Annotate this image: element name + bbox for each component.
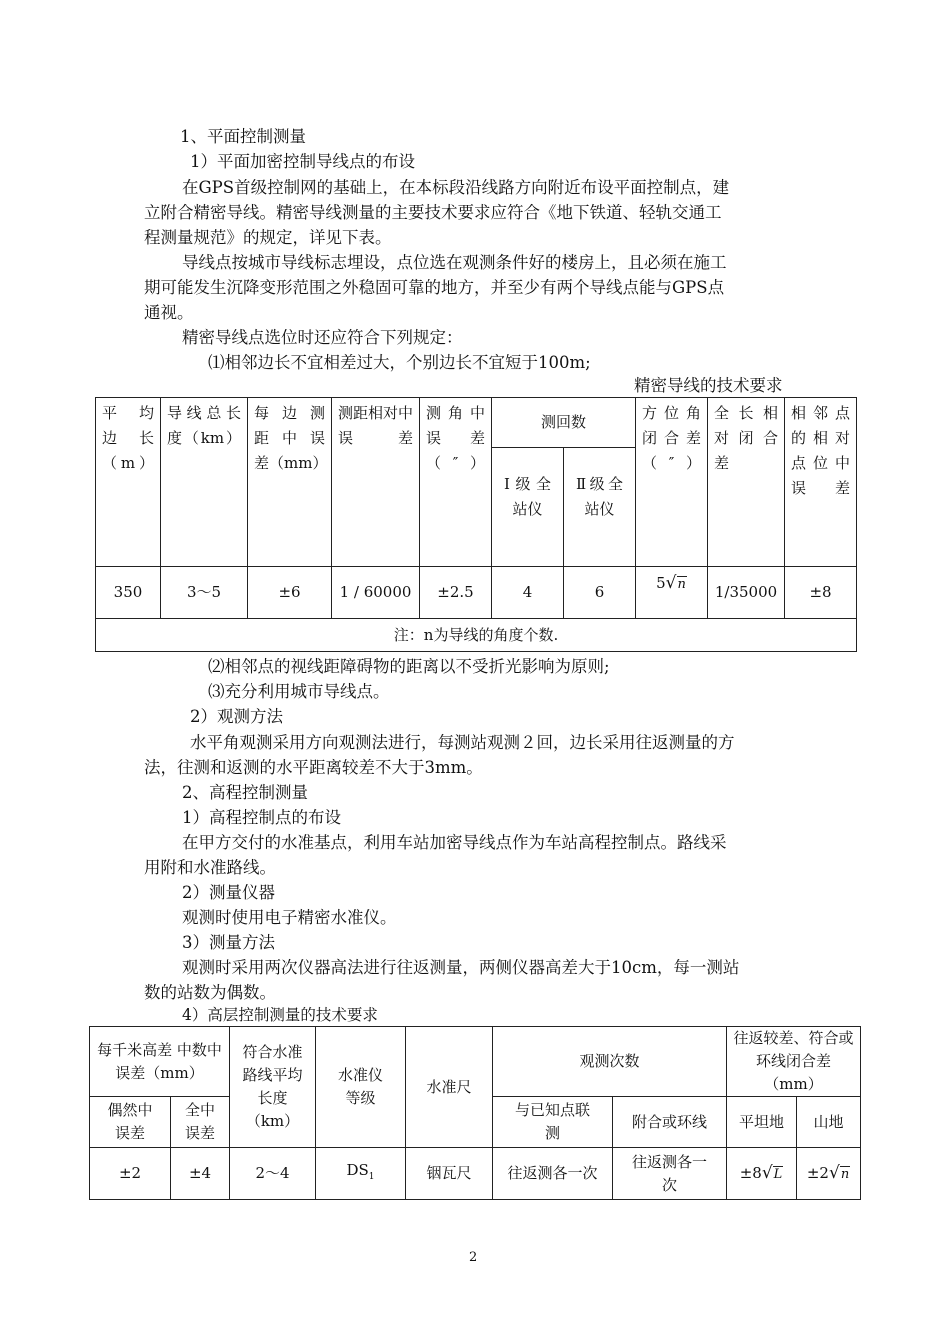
cell-rod: 铟瓦尺 — [406, 1148, 493, 1200]
header-accidental-error: 偶然中误差 — [90, 1097, 171, 1148]
paragraph-line: 精密导线点选位时还应符合下列规定： — [182, 328, 463, 347]
cell-total-error: ±4 — [171, 1148, 230, 1200]
cell-loop: 往返测各一次 — [613, 1148, 727, 1200]
header-relative-error: 测距相对中误差 — [332, 398, 420, 567]
header-mountain: 山地 — [797, 1097, 861, 1148]
sqrt-symbol: √n — [665, 573, 686, 593]
header-angle-error: 测角中误 差 （″） — [420, 398, 492, 567]
header-per-km-error: 每千米高差 中数中误差（mm） — [90, 1027, 230, 1097]
cell-level-grade — [316, 1148, 406, 1200]
cell-full-length-closure: 1/35000 — [708, 567, 785, 619]
paragraph-line: 导线点按城市导线标志埋设，点位选在观测条件好的楼房上，且必须在施工 — [182, 253, 727, 272]
paragraph-line: 观测时使用电子精密水准仪。 — [182, 908, 397, 927]
elevation-control-table — [89, 1026, 861, 1200]
header-avg-side: 平 均 边 长 （m） — [96, 398, 161, 567]
cell-avg-side: 350 — [96, 567, 161, 619]
precision-traverse-table — [95, 397, 857, 652]
paragraph-line: 立附合精密导线。精密导线测量的主要技术要求应符合《地下铁道、轻轨交通工 — [144, 203, 722, 222]
cell-grade-1: 4 — [492, 567, 564, 619]
cell-total-length: 3～5 — [161, 567, 248, 619]
header-loop: 附合或环线 — [613, 1097, 727, 1148]
cell-route-length: 2～4 — [230, 1148, 316, 1200]
header-closure: 往返较差、符合或环线闭合差（mm） — [727, 1027, 861, 1097]
header-grade-2: Ⅱ级全站仪 — [564, 448, 636, 567]
cell-mountain — [797, 1148, 861, 1200]
paragraph-line: 观测时采用两次仪器高法进行往返测量，两侧仪器高差大于10cm，每一测站 — [182, 958, 740, 977]
subheading-instrument: 2）测量仪器 — [182, 883, 275, 902]
section-heading-elevation-control: 2、高程控制测量 — [182, 783, 308, 802]
header-observation-count: 观测次数 — [493, 1027, 727, 1097]
header-rod: 水准尺 — [406, 1027, 493, 1148]
formula-variable: L — [773, 1166, 783, 1182]
cell-relative-error: 1 / 60000 — [332, 567, 420, 619]
paragraph-line: 在GPS首级控制网的基础上，在本标段沿线路方向附近布设平面控制点，建 — [182, 178, 730, 197]
formula-coefficient: ±2 — [806, 1163, 829, 1182]
cell-side-error: ±6 — [248, 567, 332, 619]
sqrt-symbol: √L — [761, 1162, 783, 1183]
cell-flat — [727, 1148, 797, 1200]
table-note: 注：n为导线的角度个数. — [96, 619, 857, 652]
paragraph-line: 法，往测和返测的水平距离较差不大于3mm。 — [144, 758, 483, 777]
level-grade-main: DS — [346, 1160, 369, 1179]
paragraph-line: 水平角观测采用方向观测法进行，每测站观测２回，边长采用往返测量的方 — [190, 733, 735, 752]
page-number: 2 — [469, 1250, 478, 1265]
cell-azimuth-closure — [636, 567, 708, 619]
subheading-elevation-layout: 1）高程控制点的布设 — [182, 808, 341, 827]
formula-coefficient: ±8 — [739, 1163, 762, 1182]
cell-known-point: 往返测各一次 — [493, 1148, 613, 1200]
header-rounds: 测回数 — [492, 398, 636, 448]
paragraph-line: 在甲方交付的水准基点，利用车站加密导线点作为车站高程控制点。路线采 — [182, 833, 727, 852]
header-route-length: 符合水准路线平均长度（km） — [230, 1027, 316, 1148]
sqrt-symbol: √n — [828, 1162, 850, 1183]
header-adjacent-point-error: 相邻点的相对点位中误差 — [785, 398, 857, 567]
paragraph-line: 期可能发生沉降变形范围之外稳固可靠的地方，并至少有两个导线点能与GPS点 — [144, 278, 725, 297]
cell-accidental-error: ±2 — [90, 1148, 171, 1200]
rule-item: ⑴相邻边长不宜相差过大，个别边长不宜短于100m; — [208, 353, 591, 372]
rule-item: ⑶充分利用城市导线点。 — [208, 682, 390, 701]
subheading-method: 3）测量方法 — [182, 933, 275, 952]
paragraph-line: 数的站数为偶数。 — [144, 983, 276, 1002]
cell-adjacent-point-error: ±8 — [785, 567, 857, 619]
header-flat: 平坦地 — [727, 1097, 797, 1148]
header-known-point: 与已知点联测 — [493, 1097, 613, 1148]
header-total-error: 全中误差 — [171, 1097, 230, 1148]
table-title: 精密导线的技术要求 — [634, 376, 783, 395]
header-grade-1: Ⅰ级全站仪 — [492, 448, 564, 567]
header-total-length: 导线总长度（km） — [161, 398, 248, 567]
subheading-traverse-layout: 1）平面加密控制导线点的布设 — [190, 152, 415, 171]
header-side-error: 每 边 测 距 中 误 差（mm） — [248, 398, 332, 567]
rule-item: ⑵相邻点的视线距障碍物的距离以不受折光影响为原则; — [208, 657, 610, 676]
header-level-grade: 水准仪等级 — [316, 1027, 406, 1148]
table-title: 4）高层控制测量的技术要求 — [182, 1006, 378, 1024]
paragraph-line: 通视。 — [144, 303, 194, 322]
formula-variable: n — [677, 577, 686, 592]
cell-grade-2: 6 — [564, 567, 636, 619]
header-full-length-closure: 全 长 相 对 闭 合 差 — [708, 398, 785, 567]
header-azimuth-closure: 方位角闭合差（″） — [636, 398, 708, 567]
level-grade-sub: 1 — [368, 1171, 375, 1182]
cell-angle-error: ±2.5 — [420, 567, 492, 619]
subheading-observation-method: 2）观测方法 — [190, 707, 283, 726]
paragraph-line: 用附和水准路线。 — [144, 858, 276, 877]
section-heading-plane-control: 1、平面控制测量 — [180, 127, 306, 146]
formula-coefficient: 5 — [656, 574, 666, 592]
formula-variable: n — [840, 1166, 850, 1182]
paragraph-line: 程测量规范》的规定，详见下表。 — [144, 228, 392, 247]
